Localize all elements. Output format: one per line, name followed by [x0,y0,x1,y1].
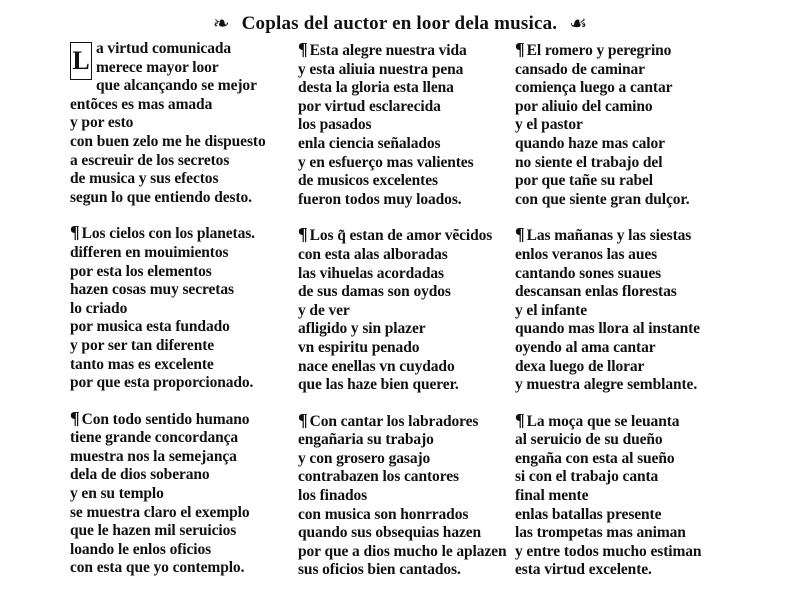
verse-text: quando sus obsequias hazen [298,524,482,542]
stanza [515,411,770,580]
verse-line [515,339,770,358]
verse-text: differen en mouimientos [70,243,229,261]
verse-text: Las mañanas y las siestas [526,227,692,245]
verse-text: y con grosero gasajo [298,449,431,467]
verse-text: vn espiritu penado [298,338,420,356]
verse-line [70,559,325,578]
verse-line [515,154,770,173]
verse-text: enlas batallas presente [515,505,662,523]
verse-text: afligido y sin plazer [298,320,426,338]
verse-text: las trompetas mas animan [515,524,686,542]
verse-text: comiença luego a cantar [515,79,673,97]
verse-line [70,77,325,96]
verse-line [70,170,325,189]
verse-line [70,223,325,244]
verse-text: y esta aliuia nuestra pena [298,60,464,78]
verse-text: y por esto [70,114,134,132]
column-1 [70,40,325,594]
verse-text: engaña con esta al sueño [515,449,675,467]
verse-text: con buen zelo me he dispuesto [70,132,266,150]
verse-line [515,302,770,321]
verse-line [515,358,770,377]
verse-text: con que siente gran dulçor. [515,190,690,208]
decorated-initial: L [70,42,92,80]
verse-line [515,487,770,506]
right-ornament-icon: ☙ [569,13,588,35]
verse-line [515,265,770,284]
pilcrow-icon: ¶ [298,224,308,245]
verse-text: fueron todos muy loados. [298,190,462,208]
verse-text: Los q̃ estan de amor vẽcidos [309,227,493,245]
verse-line [70,522,325,541]
verse-text: si con el trabajo canta [515,468,659,486]
pilcrow-icon: ¶ [298,39,308,59]
verse-line [70,356,325,375]
verse-text: y en su templo [70,485,164,503]
verse-text: cansado de caminar [515,60,645,78]
verse-text: segun lo que entiendo desto. [70,188,252,206]
pilcrow-icon: ¶ [298,409,308,430]
verse-text: enla ciencia señalados [298,134,441,152]
verse-line [515,411,770,432]
verse-line [70,281,325,300]
verse-text: se muestra claro el exemplo [70,503,250,521]
verse-text: Con todo sentido humano [81,410,250,428]
verse-line [70,263,325,282]
verse-text: nace enellas vn cuydado [298,357,455,375]
verse-line [70,189,325,208]
column-3 [515,40,770,596]
verse-line [70,466,325,485]
verse-line [70,318,325,337]
verse-line [515,561,770,580]
verse-text: final mente [515,487,589,505]
verse-line [70,133,325,152]
verse-text: desta la gloria esta llena [298,79,454,97]
verse-line [70,429,325,448]
verse-text: por esta los elementos [70,262,212,280]
verse-text: hazen cosas muy secretas [70,281,234,299]
verse-line [70,541,325,560]
verse-text: por virtud esclarecida [298,97,441,115]
stanza [70,409,325,578]
verse-text: que las haze bien querer. [298,376,459,394]
verse-line [515,79,770,98]
verse-line [70,96,325,115]
verse-line [515,283,770,302]
verse-line [70,300,325,319]
verse-text: muestra nos la semejança [70,447,237,465]
verse-text: esta virtud excelente. [515,561,652,579]
verse-text: y entre todos mucho estiman [515,542,702,560]
verse-line [70,485,325,504]
verse-text: dela de dios soberano [70,466,210,484]
verse-text: tanto mas es excelente [70,355,214,373]
left-ornament-icon: ❧ [212,13,230,35]
pilcrow-icon: ¶ [70,407,80,428]
verse-line [70,337,325,356]
verse-text: enlos veranos las aues [515,245,658,263]
verse-text: y el pastor [515,116,583,134]
verse-text: por que tañe su rabel [515,172,653,190]
verse-text: Esta alegre nuestra vida [309,42,467,59]
verse-line [515,61,770,80]
stanza [70,40,325,207]
verse-line [515,40,770,61]
pilcrow-icon: ¶ [515,409,525,430]
verse-line [515,450,770,469]
verse-line [70,374,325,393]
verse-text: tiene grande concordança [70,429,239,447]
verse-text: los finados [298,487,368,505]
stanza [515,40,770,209]
verse-text: de musicos excelentes [298,172,438,190]
verse-text: quando haze mas calor [515,134,665,152]
verse-text: que alcançando se mejor [96,77,257,95]
pilcrow-icon: ¶ [515,224,525,245]
verse-text: los pasados [298,116,372,134]
verse-line [515,191,770,210]
verse-line [515,376,770,395]
verse-text: contrabazen los cantores [298,468,459,486]
verse-line [515,98,770,117]
verse-text: oyendo al ama cantar [515,338,656,356]
verse-line [70,409,325,430]
verse-line [515,543,770,562]
verse-text: a virtud comunicada [96,40,232,57]
verse-text: lo criado [70,299,128,317]
verse-line [515,431,770,450]
verse-line [70,114,325,133]
verse-line [515,506,770,525]
verse-text: por que esta proporcionado. [70,374,254,392]
verse-text: las vihuelas acordadas [298,264,444,282]
verse-line [70,244,325,263]
verse-text: por musica esta fundado [70,318,230,336]
page-title: Coplas del auctor en loor dela musica. [241,13,558,34]
verse-text: El romero y peregrino [526,42,672,59]
stanza [70,223,325,392]
verse-text: con musica son honrrados [298,505,469,523]
verse-text: y en esfuerço mas valientes [298,153,474,171]
verse-text: de sus damas son oydos [298,283,451,301]
verse-line [70,152,325,171]
verse-text: que le hazen mil seruicios [70,522,237,540]
verse-line [70,448,325,467]
verse-text: dexa luego de llorar [515,357,645,375]
verse-text: entõces es mas amada [70,95,213,113]
verse-line [515,524,770,543]
verse-text: y por ser tan diferente [70,336,215,354]
verse-text: no siente el trabajo del [515,153,663,171]
header [0,10,800,38]
verse-line [515,135,770,154]
verse-text: con esta alas alboradas [298,245,448,263]
stanza [515,225,770,394]
verse-text: Los cielos con los planetas. [81,225,255,243]
verse-line [515,246,770,265]
verse-text: con esta que yo contemplo. [70,559,245,577]
verse-line [515,225,770,246]
verse-line [515,468,770,487]
verse-line [515,320,770,339]
verse-line [515,116,770,135]
verse-text: por aliuio del camino [515,97,653,115]
verse-line [515,172,770,191]
verse-text: engañaria su trabajo [298,431,434,449]
verse-text: descansan enlas florestas [515,283,677,301]
verse-text: por que a dios mucho le aplazen [298,542,507,560]
verse-text: quando mas llora al instante [515,320,700,338]
verse-text: cantando sones suaues [515,264,662,282]
verse-text: al seruicio de su dueño [515,431,663,449]
verse-text: Con cantar los labradores [309,412,479,430]
pilcrow-icon: ¶ [70,222,80,243]
verse-text: La moça que se leuanta [526,412,680,430]
verse-text: y de ver [298,301,350,319]
verse-text: y muestra alegre semblante. [515,376,698,394]
verse-text: y el infante [515,301,587,319]
verse-text: loando le enlos oficios [70,540,212,558]
verse-line [70,59,325,78]
verse-line [70,504,325,523]
pilcrow-icon: ¶ [515,39,525,59]
verse-text: merece mayor loor [96,58,219,76]
verse-text: de musica y sus efectos [70,170,219,188]
verse-text: sus oficios bien cantados. [298,561,461,579]
verse-text: a escreuir de los secretos [70,151,230,169]
